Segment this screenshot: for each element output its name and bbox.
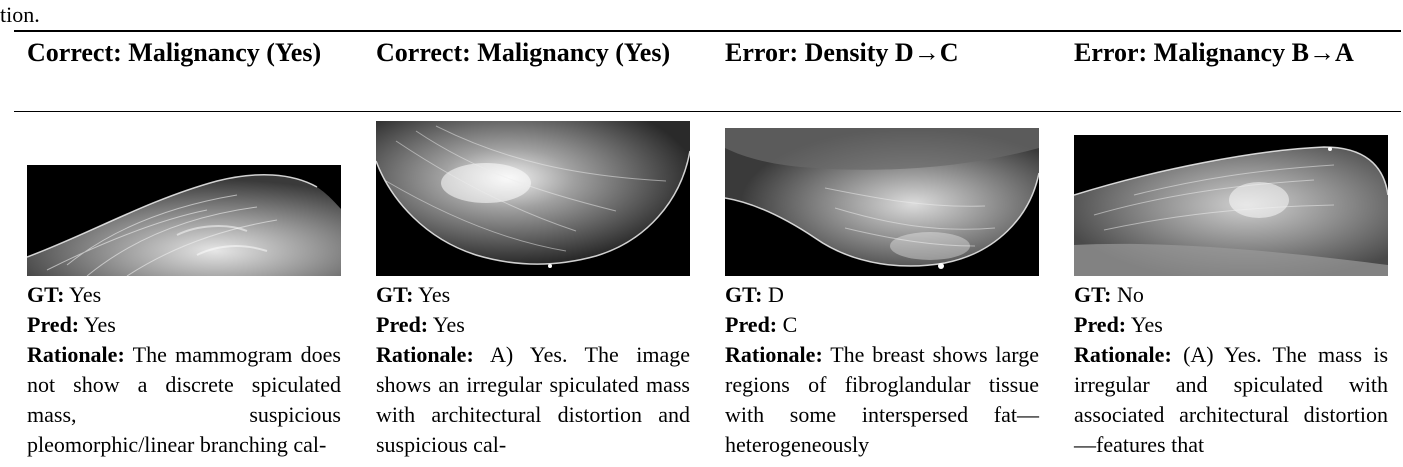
table-column-3 xyxy=(725,36,1039,460)
gt-value: No xyxy=(1116,282,1144,307)
table-column-4 xyxy=(1074,36,1388,460)
mammogram-image xyxy=(27,165,341,276)
rationale-text: Rationale: (A) Yes. The mass is irregular and spiculated with associated architectural distortion—features that xyxy=(1074,342,1389,457)
column-header: Error: Density D→C xyxy=(725,38,959,67)
gt-line: GT: Yes xyxy=(376,282,451,307)
rationale-value: The breast shows large regions of fibroglandular tissue with some interspersed fat—heterogeneously xyxy=(725,342,1039,457)
table-column-2 xyxy=(376,36,690,460)
image-area xyxy=(376,112,690,276)
gt-line: GT: D xyxy=(725,282,784,307)
gt-value: D xyxy=(767,282,784,307)
column-header: Correct: Malignancy (Yes) xyxy=(376,38,671,67)
rationale-value: The mammogram does not show a discrete spiculated mass, suspicious pleomorphic/linear branching cal- xyxy=(27,342,341,457)
table-column-1 xyxy=(27,36,341,460)
rationale-value: (A) Yes. The mass is irregular and spiculated with associated architectural distortion—features that xyxy=(1074,342,1389,457)
case-details xyxy=(376,280,690,460)
pred-value: Yes xyxy=(432,312,465,337)
mammogram-image xyxy=(376,121,690,276)
case-details xyxy=(725,280,1039,460)
gt-line: GT: No xyxy=(1074,282,1144,307)
column-header: Error: Malignancy B→A xyxy=(1074,38,1354,67)
table-top-rule xyxy=(14,30,1401,32)
pred-line: Pred: Yes xyxy=(27,312,116,337)
image-area xyxy=(725,112,1039,276)
rationale-value: A) Yes. The image shows an irregular spiculated mass with architectural distortion and suspicious cal- xyxy=(376,342,690,457)
pred-value: Yes xyxy=(83,312,116,337)
gt-value: Yes xyxy=(418,282,451,307)
gt-value: Yes xyxy=(69,282,102,307)
gt-line: GT: Yes xyxy=(27,282,102,307)
mammogram-image xyxy=(725,128,1039,276)
rationale-text: Rationale: A) Yes. The image shows an irregular spiculated mass with architectural distortion and suspicious cal- xyxy=(376,342,690,457)
pred-line: Pred: Yes xyxy=(376,312,465,337)
preceding-text-fragment: tion. xyxy=(0,2,40,27)
case-details xyxy=(27,280,341,460)
rationale-text: Rationale: The breast shows large regions of fibroglandular tissue with some interspersed fat—heterogeneously xyxy=(725,342,1039,457)
image-area xyxy=(27,112,341,276)
pred-line: Pred: C xyxy=(725,312,798,337)
rationale-text: Rationale: The mammogram does not show a discrete spiculated mass, suspicious pleomorphic/linear branching cal- xyxy=(27,342,341,457)
image-area xyxy=(1074,112,1388,276)
pred-value: C xyxy=(782,312,798,337)
column-header: Correct: Malignancy (Yes) xyxy=(27,38,322,67)
mammogram-image xyxy=(1074,135,1388,276)
case-details xyxy=(1074,280,1388,460)
pred-line: Pred: Yes xyxy=(1074,312,1163,337)
pred-value: Yes xyxy=(1130,312,1163,337)
